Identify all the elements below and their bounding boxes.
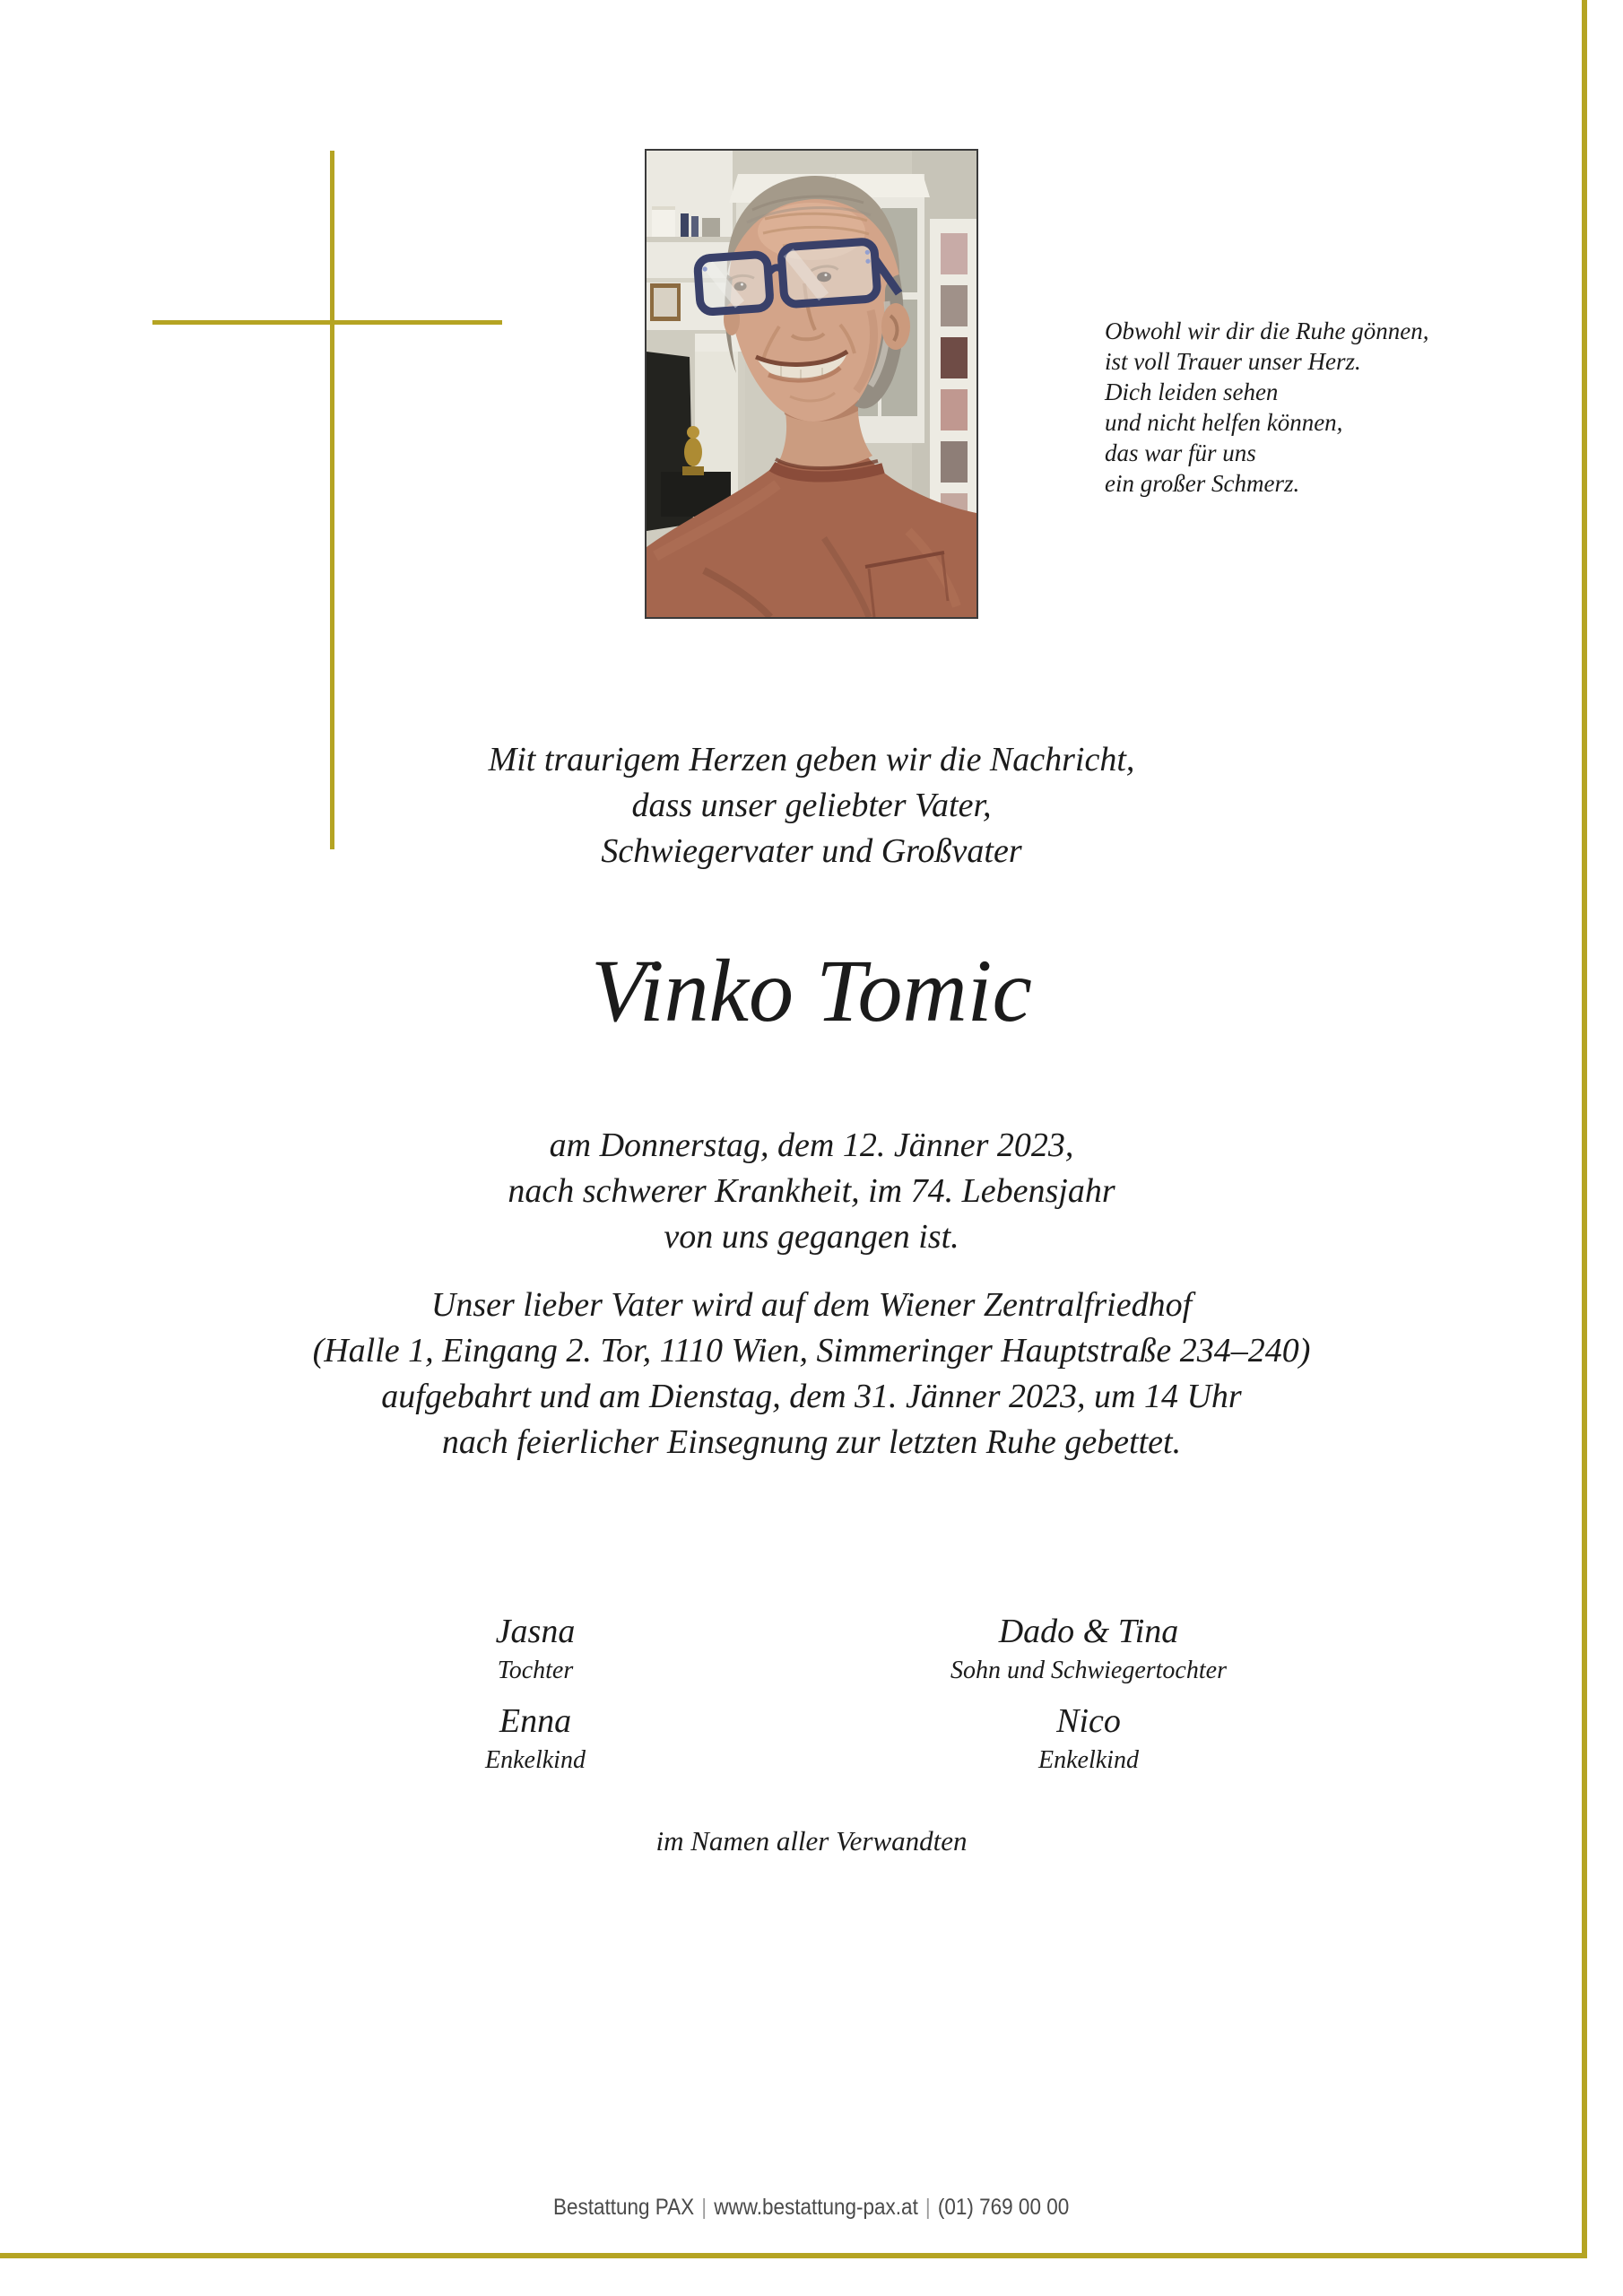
footer-separator: | [701,2195,707,2220]
funeral-details-line: nach feierlicher Einsegnung zur letzten Ruhe gebettet. [441,1423,1182,1461]
mourners-column-left [311,1610,759,1779]
announcement-line: Mit traurigem Herzen geben wir die Nachricht, [488,741,1135,778]
death-details-line: nach schwerer Krankheit, im 74. Lebensjahr [508,1172,1115,1210]
footer-phone: (01) 769 00 00 [938,2195,1070,2220]
mourner-entry [855,1610,1322,1689]
footer [0,2190,1623,2224]
footer-company: Bestattung PAX [553,2195,695,2220]
death-details-line: am Donnerstag, dem 12. Jänner 2023, [549,1126,1074,1164]
verse-line: Obwohl wir dir die Ruhe gönnen, [1105,317,1429,344]
verse-line: ein großer Schmerz. [1105,470,1300,497]
mourner-relation: Sohn und Schwiegertochter [950,1657,1227,1684]
verse-line: und nicht helfen können, [1105,409,1343,436]
footer-text [553,2190,1069,2224]
mourner-relation: Enkelkind [1038,1746,1139,1774]
death-details-line: von uns gegangen ist. [664,1218,959,1256]
verse-line: Dich leiden sehen [1105,378,1279,405]
mourner-name: Dado & Tina [998,1613,1179,1650]
closing-line: im Namen aller Verwandten [655,1825,968,1857]
mourner-name: Nico [1056,1702,1121,1740]
funeral-details-line: (Halle 1, Eingang 2. Tor, 1110 Wien, Simmeringer Hauptstraße 234–240) [312,1332,1311,1370]
portrait-illustration [647,151,976,617]
mourner-relation: Tochter [497,1657,574,1684]
announcement-line: dass unser geliebter Vater, [631,787,992,824]
cross-horizontal-bar [152,320,502,325]
deceased-name: Vinko Tomic [591,941,1032,1040]
footer-separator: | [925,2195,932,2220]
funeral-details-line: aufgebahrt und am Dienstag, dem 31. Jänner 2023, um 14 Uhr [381,1378,1242,1415]
mourners-column-right [855,1610,1322,1779]
announcement-text [0,737,1623,874]
footer-website: www.bestattung-pax.at [714,2195,919,2220]
mourner-name: Enna [499,1702,572,1740]
announcement-line: Schwiegervater und Großvater [601,832,1022,870]
gold-border-bottom [0,2253,1587,2258]
deceased-photo [645,149,978,619]
verse-line: das war für uns [1105,439,1256,466]
memorial-verse [1105,316,1428,499]
mourner-entry [855,1700,1322,1779]
funeral-details-line: Unser lieber Vater wird auf dem Wiener Zentralfriedhof [430,1286,1193,1324]
mourner-entry [311,1610,759,1689]
death-details [0,1123,1623,1260]
funeral-details [0,1283,1623,1465]
mourner-name: Jasna [495,1613,576,1650]
verse-line: ist voll Trauer unser Herz. [1105,348,1361,375]
mourner-entry [311,1700,759,1779]
mourner-relation: Enkelkind [485,1746,586,1774]
